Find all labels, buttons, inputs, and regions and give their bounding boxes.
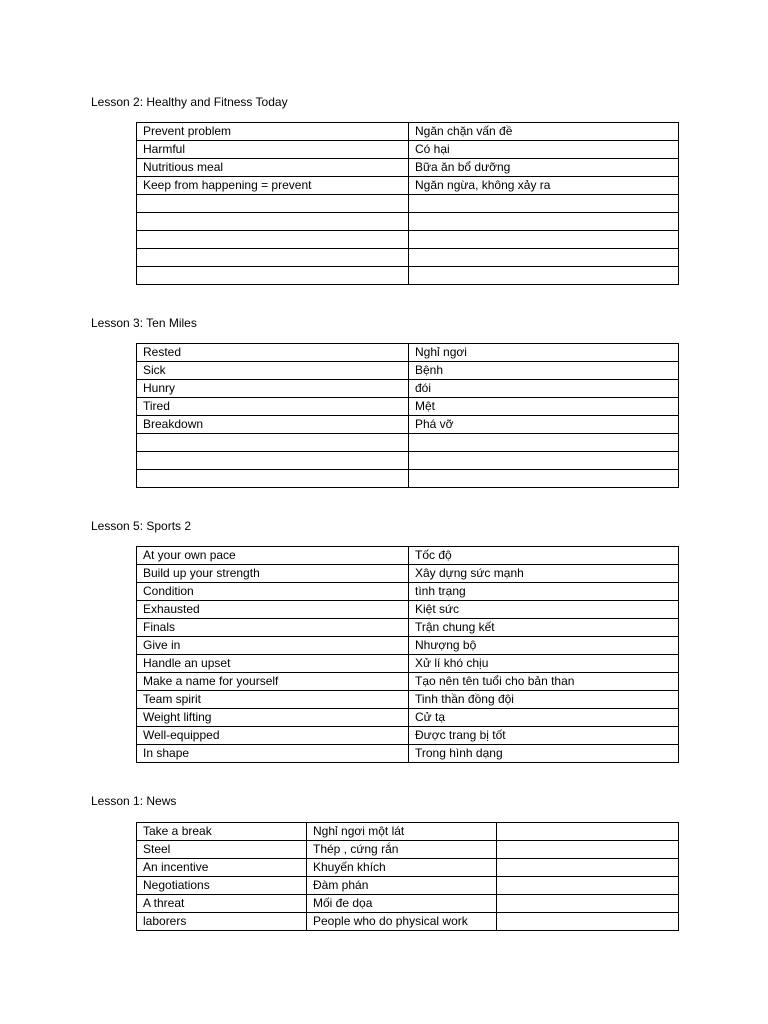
extra-cell — [497, 913, 679, 931]
extra-cell — [497, 841, 679, 859]
table-row — [137, 195, 679, 213]
translation-cell: Thép , cứng rắn — [307, 841, 497, 859]
translation-cell — [409, 231, 679, 249]
term-cell: Condition — [137, 583, 409, 601]
table-row — [137, 416, 679, 434]
translation-cell: Bệnh — [409, 362, 679, 380]
term-cell: Handle an upset — [137, 655, 409, 673]
table-row — [137, 895, 679, 913]
table-row — [137, 877, 679, 895]
translation-cell: Cử tạ — [409, 709, 679, 727]
term-cell — [137, 249, 409, 267]
term-cell — [137, 195, 409, 213]
term-cell: A threat — [137, 895, 307, 913]
table-row — [137, 673, 679, 691]
term-cell: Hunry — [137, 380, 409, 398]
table-row — [137, 213, 679, 231]
vocab-table-lesson-1 — [136, 822, 679, 931]
term-cell: Weight lifting — [137, 709, 409, 727]
table-row — [137, 177, 679, 195]
translation-cell: Xây dựng sức mạnh — [409, 565, 679, 583]
translation-cell — [409, 434, 679, 452]
lesson-heading: Lesson 1: News — [91, 794, 177, 808]
lesson-heading: Lesson 3: Ten Miles — [91, 316, 197, 330]
term-cell: Finals — [137, 619, 409, 637]
extra-cell — [497, 895, 679, 913]
term-cell — [137, 231, 409, 249]
table-row — [137, 841, 679, 859]
table-row — [137, 709, 679, 727]
term-cell: Breakdown — [137, 416, 409, 434]
term-cell: Sick — [137, 362, 409, 380]
lesson-heading: Lesson 5: Sports 2 — [91, 519, 192, 533]
translation-cell: Tinh thần đồng đội — [409, 691, 679, 709]
translation-cell: Trận chung kết — [409, 619, 679, 637]
table-row — [137, 362, 679, 380]
table-row — [137, 745, 679, 763]
table-row — [137, 727, 679, 745]
term-cell — [137, 452, 409, 470]
table-row — [137, 267, 679, 285]
table-row — [137, 913, 679, 931]
term-cell: At your own pace — [137, 547, 409, 565]
table-row — [137, 637, 679, 655]
table-row — [137, 565, 679, 583]
translation-cell — [409, 452, 679, 470]
term-cell — [137, 213, 409, 231]
translation-cell — [409, 249, 679, 267]
translation-cell: Xử lí khó chịu — [409, 655, 679, 673]
translation-cell: Đàm phán — [307, 877, 497, 895]
table-row — [137, 231, 679, 249]
translation-cell — [409, 213, 679, 231]
term-cell — [137, 470, 409, 488]
term-cell: Negotiations — [137, 877, 307, 895]
term-cell: Tired — [137, 398, 409, 416]
translation-cell: đói — [409, 380, 679, 398]
term-cell — [137, 267, 409, 285]
translation-cell: Có hại — [409, 141, 679, 159]
term-cell: Team spirit — [137, 691, 409, 709]
table-row — [137, 655, 679, 673]
translation-cell: Mối đe dọa — [307, 895, 497, 913]
term-cell: laborers — [137, 913, 307, 931]
lesson-heading: Lesson 2: Healthy and Fitness Today — [91, 95, 288, 109]
table-row — [137, 823, 679, 841]
translation-cell: Trong hình dạng — [409, 745, 679, 763]
translation-cell: Nghỉ ngơi một lát — [307, 823, 497, 841]
translation-cell — [409, 195, 679, 213]
translation-cell: Ngăn ngừa, không xảy ra — [409, 177, 679, 195]
translation-cell — [409, 267, 679, 285]
term-cell: In shape — [137, 745, 409, 763]
translation-cell: Nghỉ ngơi — [409, 344, 679, 362]
table-row — [137, 859, 679, 877]
table-row — [137, 470, 679, 488]
table-row — [137, 583, 679, 601]
translation-cell: Kiệt sức — [409, 601, 679, 619]
table-row — [137, 452, 679, 470]
extra-cell — [497, 823, 679, 841]
translation-cell: Mệt — [409, 398, 679, 416]
term-cell: Nutritious meal — [137, 159, 409, 177]
table-row — [137, 123, 679, 141]
term-cell: An incentive — [137, 859, 307, 877]
table-row — [137, 691, 679, 709]
translation-cell: Tạo nên tên tuổi cho bản than — [409, 673, 679, 691]
translation-cell: Bữa ăn bổ dưỡng — [409, 159, 679, 177]
table-row — [137, 398, 679, 416]
table-row — [137, 159, 679, 177]
term-cell: Keep from happening = prevent — [137, 177, 409, 195]
term-cell: Give in — [137, 637, 409, 655]
table-row — [137, 141, 679, 159]
translation-cell: Được trang bị tốt — [409, 727, 679, 745]
translation-cell: Tốc độ — [409, 547, 679, 565]
vocab-table-lesson-3 — [136, 343, 679, 488]
translation-cell: People who do physical work — [307, 913, 497, 931]
translation-cell: tình trạng — [409, 583, 679, 601]
vocab-table-lesson-2 — [136, 122, 679, 285]
extra-cell — [497, 859, 679, 877]
table-row — [137, 344, 679, 362]
translation-cell: Nhượng bộ — [409, 637, 679, 655]
table-row — [137, 249, 679, 267]
term-cell: Rested — [137, 344, 409, 362]
term-cell: Make a name for yourself — [137, 673, 409, 691]
extra-cell — [497, 877, 679, 895]
term-cell: Exhausted — [137, 601, 409, 619]
term-cell: Steel — [137, 841, 307, 859]
table-row — [137, 380, 679, 398]
term-cell: Harmful — [137, 141, 409, 159]
term-cell: Build up your strength — [137, 565, 409, 583]
translation-cell: Khuyến khích — [307, 859, 497, 877]
translation-cell: Ngăn chặn vấn đề — [409, 123, 679, 141]
table-row — [137, 434, 679, 452]
table-row — [137, 601, 679, 619]
translation-cell: Phá vỡ — [409, 416, 679, 434]
vocab-table-lesson-5 — [136, 546, 679, 763]
translation-cell — [409, 470, 679, 488]
term-cell: Well-equipped — [137, 727, 409, 745]
table-row — [137, 547, 679, 565]
term-cell: Take a break — [137, 823, 307, 841]
term-cell — [137, 434, 409, 452]
table-row — [137, 619, 679, 637]
term-cell: Prevent problem — [137, 123, 409, 141]
